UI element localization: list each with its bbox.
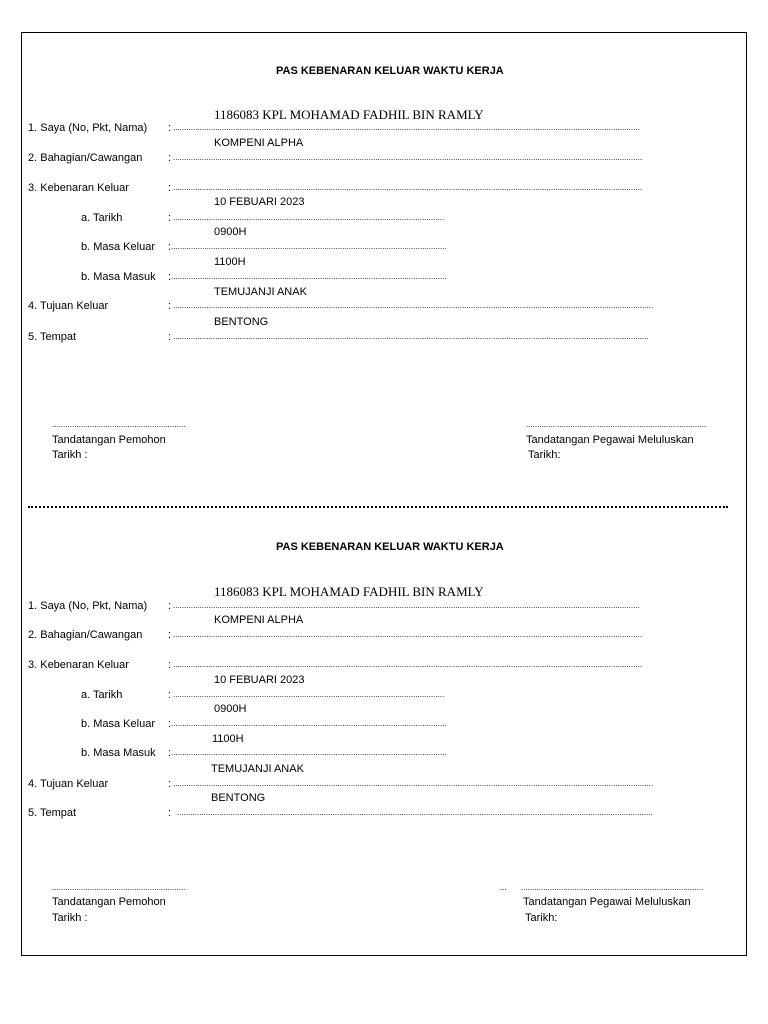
- colon: :: [168, 241, 172, 253]
- dotted-line: [173, 630, 643, 640]
- label-masa-keluar: b. Masa Keluar: [81, 718, 155, 730]
- colon: :: [168, 629, 172, 641]
- label-tempat: 5. Tempat: [28, 807, 77, 819]
- dotted-line: [171, 242, 447, 252]
- colon: :: [168, 152, 172, 164]
- label-tarikh: a. Tarikh: [81, 212, 123, 224]
- dotted-line: [171, 719, 447, 729]
- dotted-line: [173, 690, 444, 700]
- tempat-value: BENTONG: [214, 316, 269, 328]
- signature-line-approver: [521, 883, 703, 893]
- colon: :: [168, 600, 172, 612]
- colon: :: [168, 122, 172, 134]
- label-masa-keluar: b. Masa Keluar: [81, 241, 155, 253]
- tarikh-value: 10 FEBUARI 2023: [214, 196, 305, 208]
- colon: :: [168, 807, 172, 819]
- dotted-line: [173, 213, 444, 223]
- signature-label-approver: Tandatangan Pegawai Meluluskan: [523, 896, 691, 908]
- masa-keluar-value: 0900H: [214, 703, 247, 715]
- stray-dot: [500, 883, 506, 893]
- dotted-line: [171, 748, 447, 758]
- dotted-line: [173, 123, 640, 133]
- masa-keluar-value: 0900H: [214, 226, 247, 238]
- label-tarikh: a. Tarikh: [81, 689, 123, 701]
- colon: :: [168, 182, 172, 194]
- colon: :: [168, 718, 172, 730]
- colon: :: [168, 271, 172, 283]
- name-value: 1186083 KPL MOHAMAD FADHIL BIN RAMLY: [214, 584, 484, 599]
- colon: :: [168, 689, 172, 701]
- cut-line-separator: [28, 502, 728, 508]
- signature-line-applicant: [52, 420, 186, 430]
- label-masa-masuk: b. Masa Masuk: [81, 271, 156, 283]
- date-label-applicant: Tarikh :: [52, 912, 88, 924]
- dotted-line: [173, 301, 653, 311]
- colon: :: [168, 778, 172, 790]
- date-label-approver: Tarikh:: [528, 449, 561, 461]
- bahagian-value: KOMPENI ALPHA: [214, 614, 304, 626]
- date-label-applicant: Tarikh :: [52, 449, 88, 461]
- tujuan-value: TEMUJANJI ANAK: [211, 763, 304, 775]
- label-bahagian: 2. Bahagian/Cawangan: [28, 629, 143, 641]
- dotted-line: [171, 272, 447, 282]
- colon: :: [168, 212, 172, 224]
- bahagian-value: KOMPENI ALPHA: [214, 137, 304, 149]
- label-tujuan: 4. Tujuan Keluar: [28, 778, 109, 790]
- tujuan-value: TEMUJANJI ANAK: [214, 286, 307, 298]
- colon: :: [168, 331, 172, 343]
- signature-label-approver: Tandatangan Pegawai Meluluskan: [526, 434, 694, 446]
- signature-label-applicant: Tandatangan Pemohon: [52, 434, 166, 446]
- name-value: 1186083 KPL MOHAMAD FADHIL BIN RAMLY: [214, 107, 484, 122]
- signature-line-applicant: [52, 883, 186, 893]
- label-masa-masuk: b. Masa Masuk: [81, 747, 156, 759]
- label-bahagian: 2. Bahagian/Cawangan: [28, 152, 143, 164]
- date-label-approver: Tarikh:: [525, 912, 558, 924]
- colon: :: [168, 747, 172, 759]
- form-title: PAS KEBENARAN KELUAR WAKTU KERJA: [276, 541, 504, 553]
- dotted-line: [173, 601, 640, 611]
- label-tujuan: 4. Tujuan Keluar: [28, 300, 109, 312]
- dotted-line: [173, 660, 643, 670]
- signature-label-applicant: Tandatangan Pemohon: [52, 896, 166, 908]
- label-kebenaran: 3. Kebenaran Keluar: [28, 182, 129, 194]
- dotted-line: [173, 153, 643, 163]
- dotted-line: [173, 332, 649, 342]
- colon: :: [168, 300, 172, 312]
- masa-masuk-value: 1100H: [212, 733, 244, 745]
- tempat-value: BENTONG: [211, 792, 266, 804]
- signature-line-approver: [526, 420, 707, 430]
- dotted-line: [173, 779, 653, 789]
- dotted-line: [173, 183, 643, 193]
- dotted-line: [177, 808, 653, 818]
- tarikh-value: 10 FEBUARI 2023: [214, 674, 305, 686]
- label-kebenaran: 3. Kebenaran Keluar: [28, 659, 129, 671]
- form-title: PAS KEBENARAN KELUAR WAKTU KERJA: [276, 65, 504, 77]
- label-saya: 1. Saya (No, Pkt, Nama): [28, 122, 148, 134]
- label-tempat: 5. Tempat: [28, 331, 77, 343]
- colon: :: [168, 659, 172, 671]
- label-saya: 1. Saya (No, Pkt, Nama): [28, 600, 148, 612]
- masa-masuk-value: 1100H: [214, 256, 246, 268]
